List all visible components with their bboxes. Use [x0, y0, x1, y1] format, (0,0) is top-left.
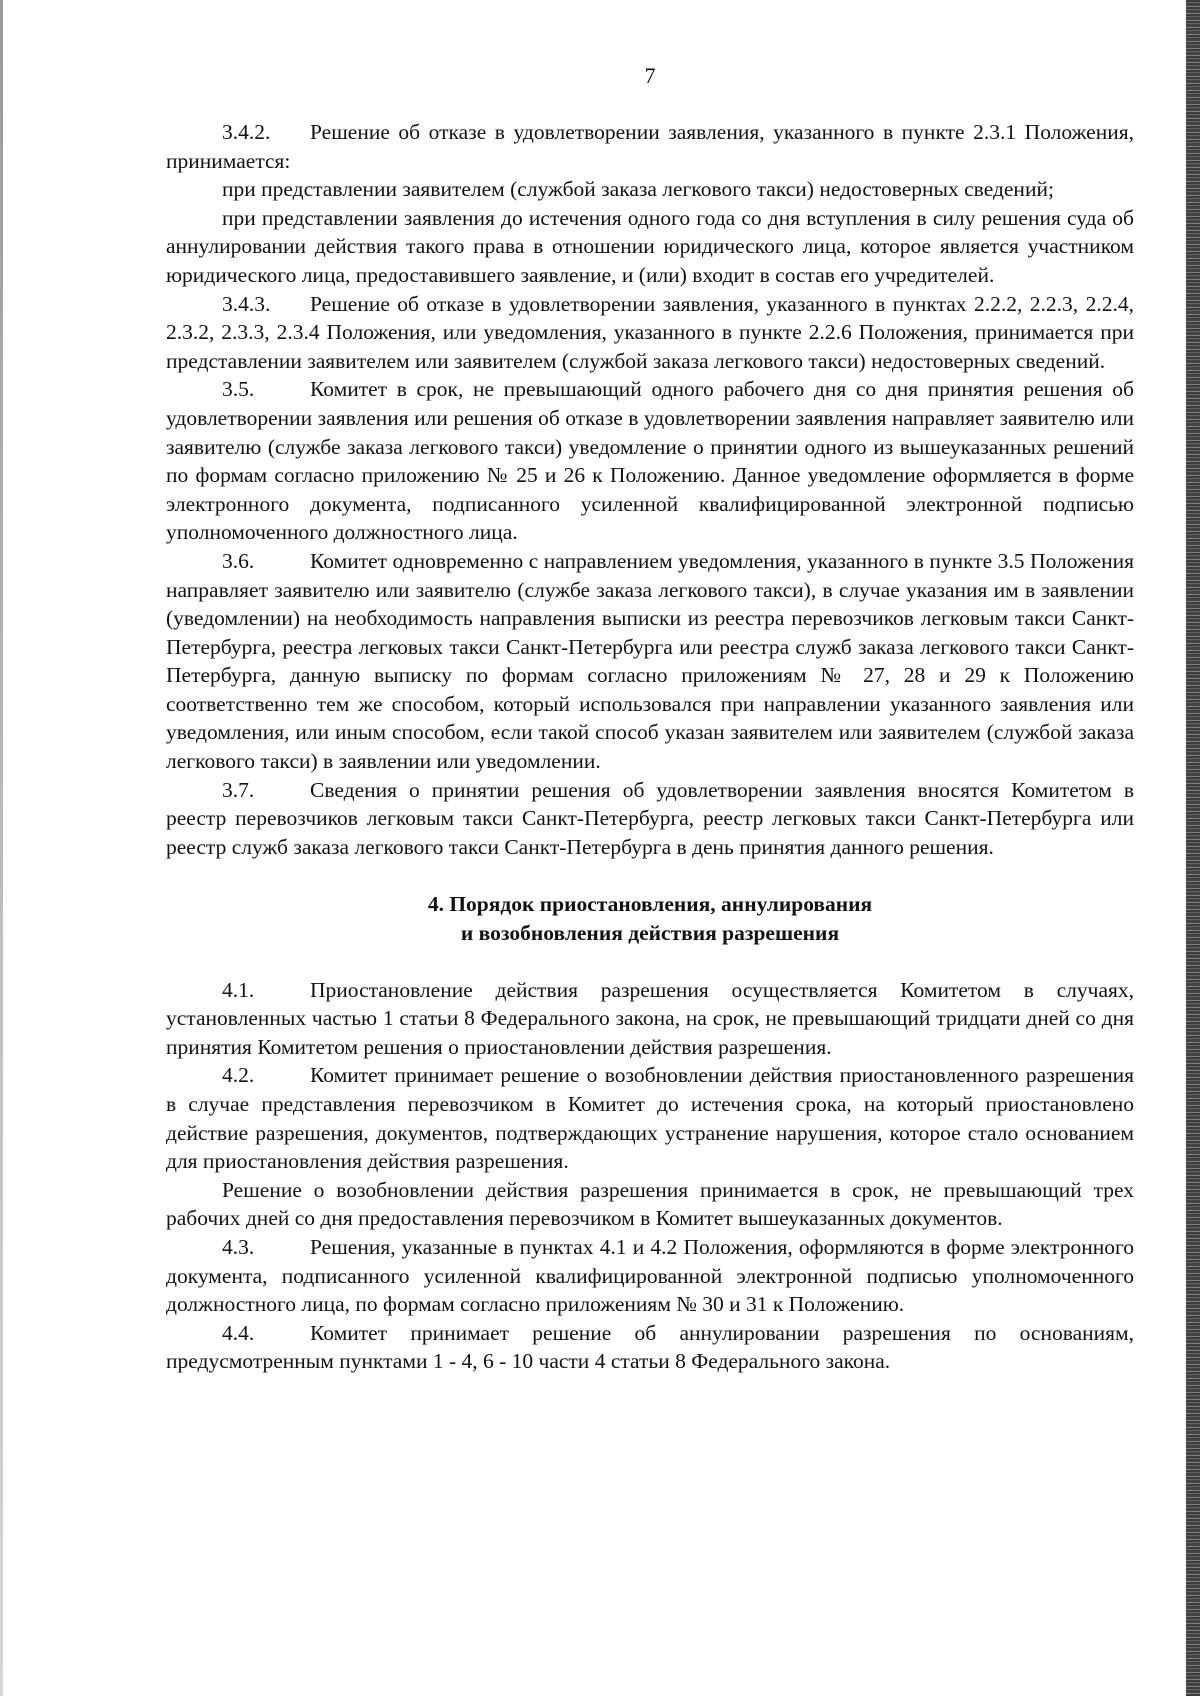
clause-number: 4.1.: [222, 977, 255, 1002]
heading-line-1: 4. Порядок приостановления, аннулирования: [427, 892, 873, 917]
clause-number: 4.4.: [222, 1320, 255, 1345]
paragraph-text: Приостановление действия разрешения осуществляется Комитетом в случаях, установленных частью 1 статьи 8 Федерального закона, на срок, не превышающий тридцати дней со дня принятия Комитетом решения о приостановлении действия разрешения.: [166, 977, 1134, 1059]
clause-number: 3.4.2.: [222, 120, 271, 144]
paragraph-4-1: [166, 976, 1134, 1062]
page-number: 7: [644, 63, 656, 88]
section-3-paragraphs: [166, 118, 1134, 861]
paragraph-court-decision: [166, 204, 1134, 290]
paragraph-text: Комитет принимает решение о возобновлении действия приостановленного разрешения в случае представления перевозчиком в Комитет до истечения срока, на который приостановлено действие разрешения, документов, подтверждающих устранение нарушения, которое стало основанием для приостановления действия разрешения.: [166, 1063, 1134, 1174]
paragraph-4-2: [166, 1061, 1134, 1175]
clause-number: 3.4.3.: [222, 291, 271, 316]
document-body: [166, 62, 1134, 1376]
clause-number: 3.6.: [222, 548, 255, 573]
paragraph-3-4-2: [166, 118, 1134, 175]
clause-number: 3.7.: [222, 777, 255, 802]
paragraph-3-6: [166, 547, 1134, 776]
paragraph-4-4: [166, 1319, 1134, 1376]
clause-number: 3.5.: [222, 377, 255, 402]
paragraph-text: Комитет принимает решение об аннулировании разрешения по основаниям, предусмотренным пунктами 1 - 4, 6 - 10 части 4 статьи 8 Федерального закона.: [166, 1320, 1134, 1374]
paragraph-text: Решения, указанные в пунктах 4.1 и 4.2 Положения, оформляются в форме электронного документа, подписанного усиленной квалифицированной электронной подписью уполномоченного должностного лица, по формам согласно приложениям № 30 и 31 к Положению.: [166, 1234, 1134, 1317]
paragraph-text: при представлении заявления до истечения одного года со дня вступления в силу решения суда об аннулировании действия такого права в отношении юридического лица, которое является участником юридического лица, предоставившего заявление, и (или) входит в состав его учредителей.: [166, 205, 1134, 287]
paragraph-renewal-term: [166, 1176, 1134, 1233]
paragraph-text: Решение об отказе в удовлетворении заявления, указанного в пунктах 2.2.2, 2.2.3, 2.2.4, 2.3.2, 2.3.3, 2.3.4 Положения, или уведомления, указанного в пункте 2.2.6 Положения, принимается при представлении заявителем или заявителем (службой заказа легкового такси) недостоверных сведений.: [166, 291, 1134, 373]
section-4-paragraphs: [166, 976, 1134, 1376]
paragraph-text: Решение о возобновлении действия разрешения принимается в срок, не превышающий трех рабочих дней со дня предоставления перевозчиком в Комитет вышеуказанных документов.: [166, 1177, 1134, 1231]
paragraph-text: Сведения о принятии решения об удовлетворении заявления вносятся Комитетом в реестр перевозчиков легковым такси Санкт-Петербурга, реестр легковых такси Санкт-Петербурга или реестр служб заказа легкового такси Санкт-Петербурга в день принятия данного решения.: [166, 777, 1134, 859]
paragraph-text: при представлении заявителем (службой заказа легкового такси) недостоверных сведений;: [222, 177, 1054, 202]
scan-right-edge: [1186, 0, 1200, 1696]
paragraph-text: Комитет одновременно с направлением уведомления, указанного в пункте 3.5 Положения направляет заявителю или заявителю (службе заказа легкового такси), в случае указания им в заявлении (уведомлении) на необходимость направления выписки из реестра перевозчиков легковым такси Санкт-Петербурга, реестра легковых такси Санкт-Петербурга или реестра служб заказа легкового такси Санкт-Петербурга, данную выписку по формам согласно приложениям № 27, 28 и 29 к Положению соответственно тем же способом, который использовался при направлении указанного заявления или уведомления, или иным способом, если такой способ указан заявителем или заявителем (службой заказа легкового такси) в заявлении или уведомлении.: [166, 548, 1134, 774]
clause-number: 4.3.: [222, 1234, 255, 1259]
paragraph-text: Комитет в срок, не превышающий одного рабочего дня со дня принятия решения об удовлетворении заявления или решения об отказе в удовлетворении заявления направляет заявителю или заявителю (службе заказа легкового такси) уведомление о принятии одного из вышеуказанных решений по формам согласно приложению № 25 и 26 к Положению. Данное уведомление оформляется в форме электронного документа, подписанного усиленной квалифицированной электронной подписью уполномоченного должностного лица.: [166, 377, 1134, 545]
paragraph-false-info: [166, 175, 1134, 204]
paragraph-text: Решение об отказе в удовлетворении заявления, указанного в пункте 2.3.1 Положения, принимается:: [166, 120, 1134, 173]
heading-line-2: и возобновления действия разрешения: [460, 921, 840, 946]
clause-number: 4.2.: [222, 1063, 255, 1088]
paragraph-4-3: [166, 1233, 1134, 1319]
paragraph-3-5: [166, 375, 1134, 547]
scan-left-edge: [0, 0, 3, 1696]
section-4-heading: [166, 890, 1134, 947]
paragraph-3-7: [166, 776, 1134, 862]
paragraph-3-4-3: [166, 290, 1134, 376]
